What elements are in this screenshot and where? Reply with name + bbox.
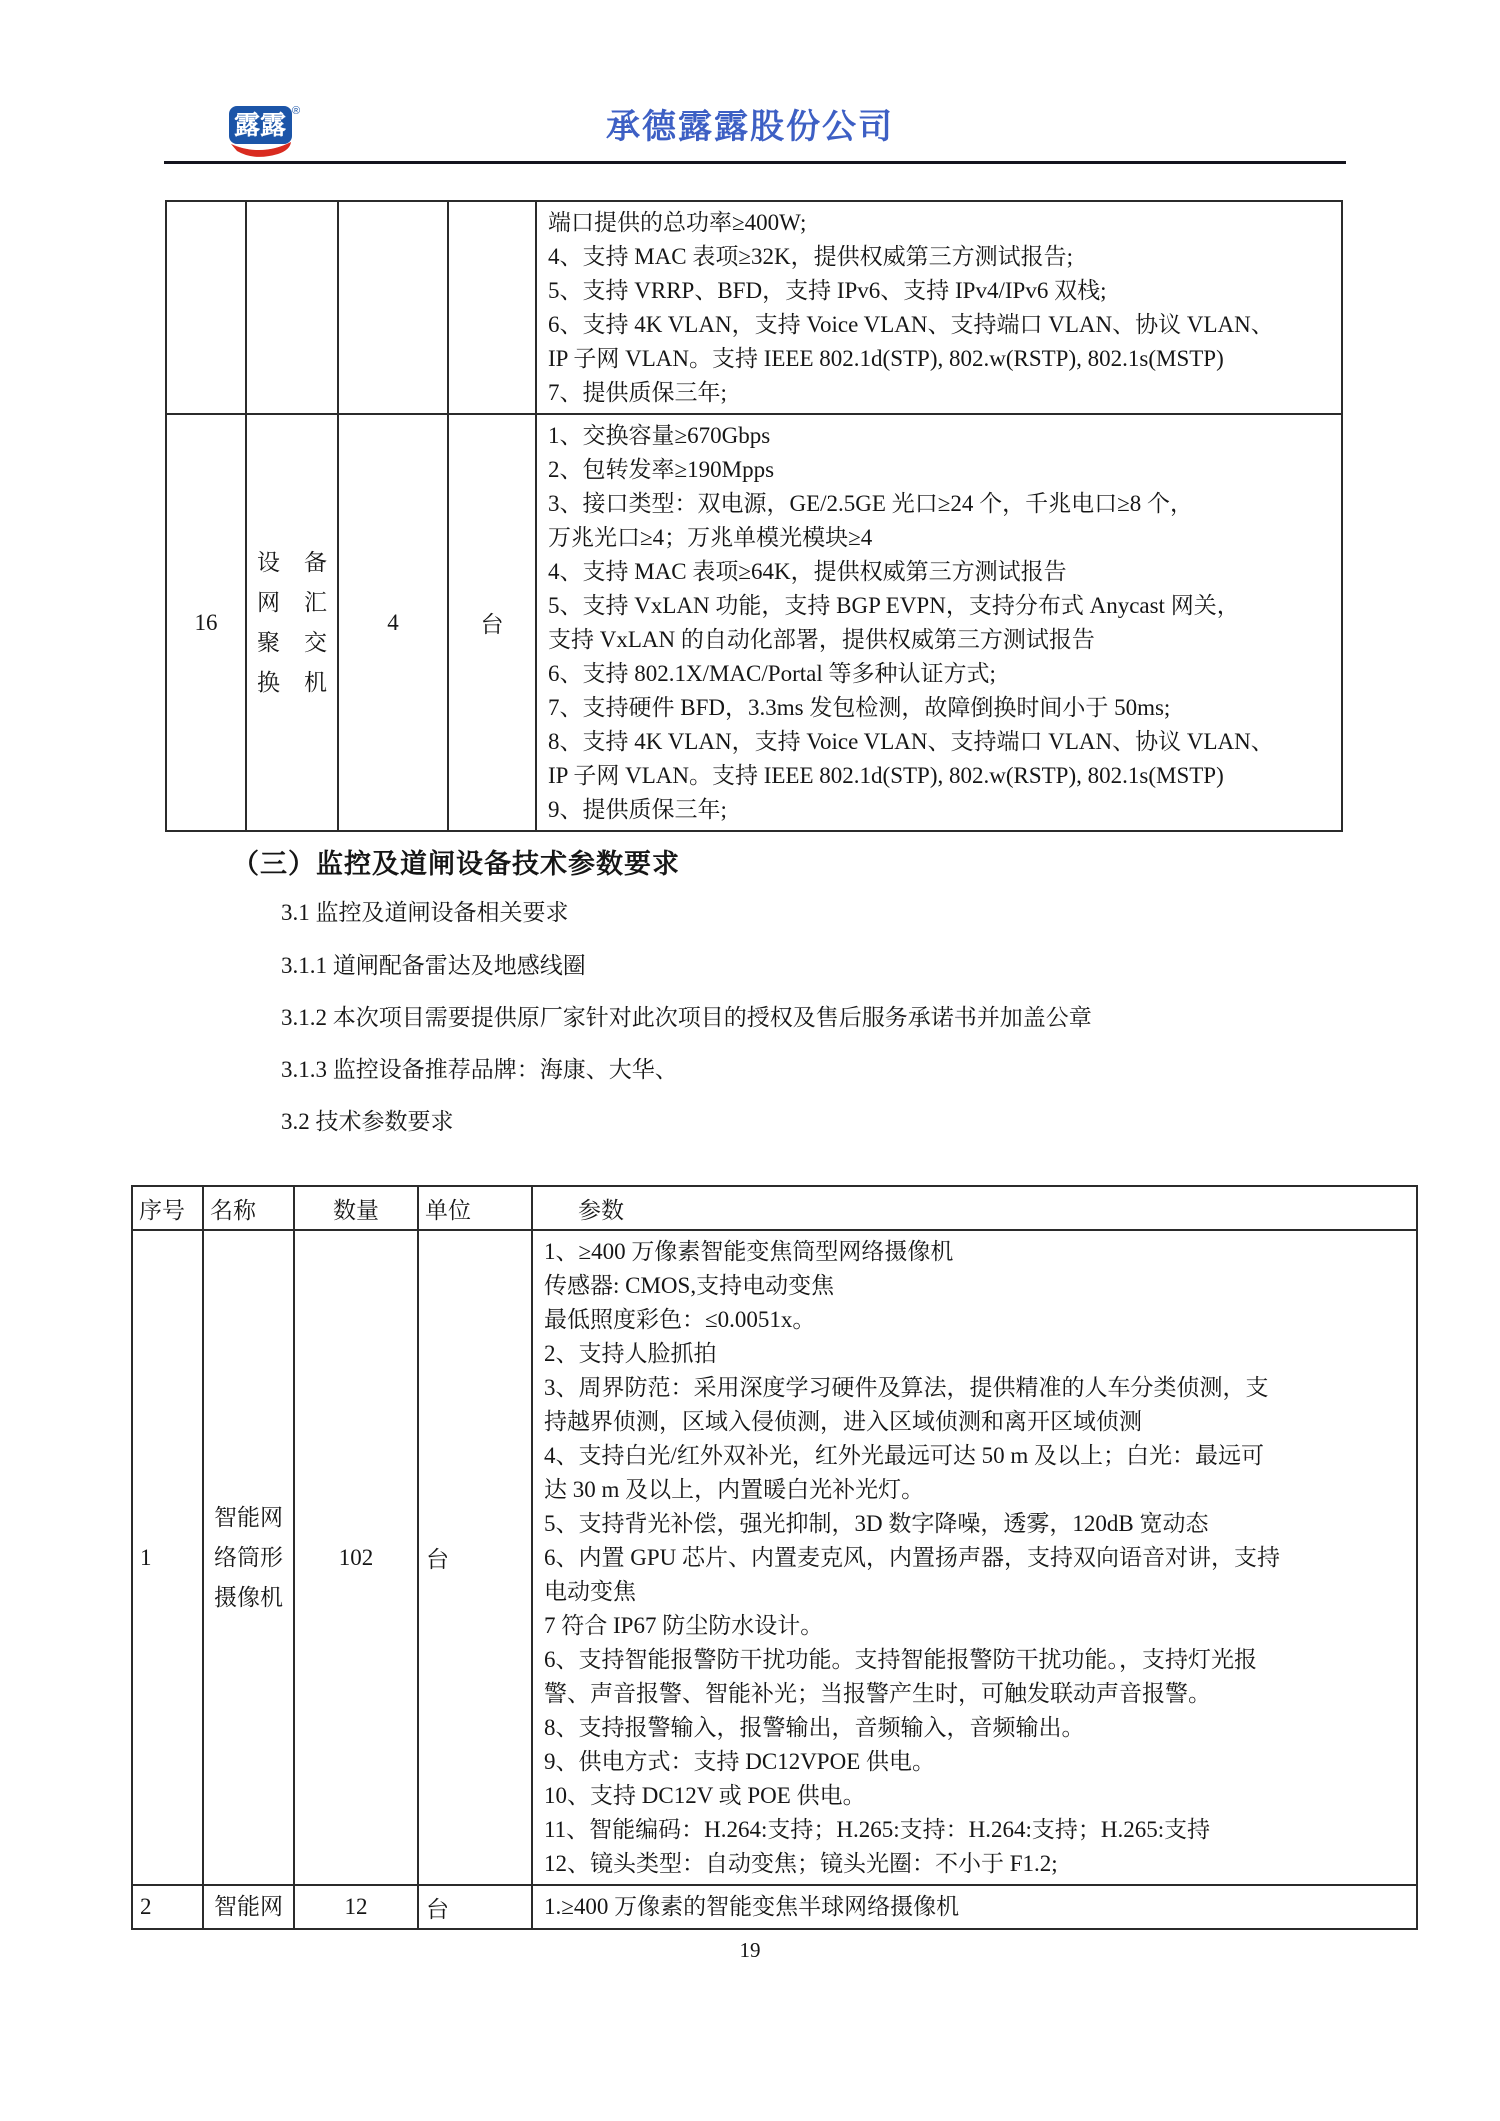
param-line: 传感器: CMOS,支持电动变焦 [544, 1273, 835, 1298]
param-line: 10、支持 DC12V 或 POE 供电。 [544, 1783, 866, 1808]
param-line: 最低照度彩色：≤0.0051x。 [544, 1307, 816, 1332]
param-line: 端口提供的总功率≥400W; [548, 210, 807, 235]
param-line: 8、支持报警输入，报警输出，音频输入，音频输出。 [544, 1715, 1085, 1740]
switch-spec-table [165, 200, 1343, 832]
page-number: 19 [739, 1938, 761, 1962]
seq-cell: 16 [166, 414, 246, 831]
param-line: IP 子网 VLAN。支持 IEEE 802.1d(STP), 802.w(RSTP), 802.1s(MSTP) [548, 763, 1224, 788]
section-item: 3.1.1 道闸配备雷达及地感线圈 [281, 953, 586, 978]
section-item: 3.1.2 本次项目需要提供原厂家针对此次项目的授权及售后服务承诺书并加盖公章 [281, 1005, 1092, 1030]
seq-cell: 1 [132, 1230, 203, 1885]
section-item: 3.1.3 监控设备推荐品牌：海康、大华、 [281, 1057, 678, 1082]
param-line: 持越界侦测，区域入侵侦测，进入区域侦测和离开区域侦测 [544, 1409, 1142, 1434]
param-line: 7、提供质保三年; [548, 380, 727, 405]
name-line: 智 能 网 [214, 1504, 283, 1530]
name-line: 络 筒 形 [214, 1544, 283, 1570]
param-line: IP 子网 VLAN。支持 IEEE 802.1d(STP), 802.w(RSTP), 802.1s(MSTP) [548, 346, 1224, 371]
param-line: 达 30 m 及以上，内置暖白光补光灯。 [544, 1477, 925, 1502]
section-heading: （三）监控及道闸设备技术参数要求 [232, 849, 680, 879]
name-line: 聚 交 [257, 629, 327, 655]
param-line: 5、支持 VRRP、BFD，支持 IPv6、支持 IPv4/IPv6 双栈; [548, 278, 1107, 303]
param-line: 8、支持 4K VLAN，支持 Voice VLAN、支持端口 VLAN、协议 VLAN、 [548, 729, 1274, 754]
param-cell [536, 414, 1342, 831]
qty-cell [338, 201, 448, 414]
param-cell [532, 1230, 1417, 1885]
table-header-row [132, 1186, 1417, 1230]
seq-cell: 2 [132, 1885, 203, 1929]
unit-cell: 台 [418, 1885, 532, 1929]
section-item: 3.1 监控及道闸设备相关要求 [281, 900, 569, 925]
table-row [166, 414, 1342, 831]
name-line: 网 汇 [257, 589, 327, 615]
switch-spec-table-wrapper [165, 200, 1343, 832]
seq-cell [166, 201, 246, 414]
param-line: 5、支持 VxLAN 功能，支持 BGP EVPN，支持分布式 Anycast 网关， [548, 593, 1240, 618]
param-line: 支持 VxLAN 的自动化部署，提供权威第三方测试报告 [548, 627, 1095, 652]
name-line: 换 机 [257, 669, 327, 695]
qty-cell: 4 [338, 414, 448, 831]
param-line: 4、支持白光/红外双补光，红外光最远可达 50 m 及以上；白光：最远可 [544, 1443, 1265, 1468]
param-line: 1、≥400 万像素智能变焦筒型网络摄像机 [544, 1239, 954, 1264]
name-line: 智 能 网 [214, 1894, 283, 1919]
param-line: 1、交换容量≥670Gbps [548, 423, 771, 448]
section-item: 3.2 技术参数要求 [281, 1109, 454, 1134]
param-line: 9、提供质保三年; [548, 797, 727, 822]
param-line: 警、声音报警、智能补光；当报警产生时，可触发联动声音报警。 [544, 1681, 1211, 1706]
param-line: 电动变焦 [544, 1579, 636, 1604]
header-qty: 数量 [294, 1186, 418, 1230]
table-row [166, 201, 1342, 414]
param-line: 11、智能编码：H.264:支持；H.265:支持：H.264:支持；H.265:支持 [544, 1817, 1211, 1842]
header-param: 参数 [532, 1186, 1417, 1230]
param-line: 9、供电方式：支持 DC12VPOE 供电。 [544, 1749, 936, 1774]
name-cell [203, 1885, 294, 1929]
param-line: 2、支持人脸抓拍 [544, 1341, 717, 1366]
param-line: 6、支持 802.1X/MAC/Portal 等多种认证方式; [548, 661, 996, 686]
unit-cell: 台 [418, 1230, 532, 1885]
header-divider [164, 161, 1346, 164]
param-line: 2、包转发率≥190Mpps [548, 457, 775, 482]
param-line: 1.≥400 万像素的智能变焦半球网络摄像机 [544, 1894, 960, 1919]
param-line: 3、周界防范：采用深度学习硬件及算法，提供精准的人车分类侦测，支 [544, 1375, 1269, 1400]
unit-cell: 台 [448, 414, 536, 831]
header-seq: 序号 [132, 1186, 203, 1230]
param-line: 万兆光口≥4；万兆单模光模块≥4 [548, 525, 873, 550]
name-cell [246, 414, 338, 831]
param-cell [532, 1885, 1417, 1929]
param-line: 6、内置 GPU 芯片、内置麦克风，内置扬声器，支持双向语音对讲，支持 [544, 1545, 1281, 1570]
camera-spec-table-wrapper [131, 1185, 1418, 1930]
table-row [132, 1885, 1417, 1929]
page-title: 承德露露股份公司 [606, 108, 894, 146]
name-line: 设 备 [257, 549, 327, 575]
qty-cell: 12 [294, 1885, 418, 1929]
param-line: 7、支持硬件 BFD，3.3ms 发包检测，故障倒换时间小于 50ms; [548, 695, 1171, 720]
param-line: 4、支持 MAC 表项≥32K，提供权威第三方测试报告; [548, 244, 1074, 269]
header-unit: 单位 [418, 1186, 532, 1230]
param-line: 6、支持智能报警防干扰功能。支持智能报警防干扰功能。，支持灯光报 [544, 1647, 1257, 1672]
name-cell [203, 1230, 294, 1885]
unit-cell [448, 201, 536, 414]
logo-text: 露露 [233, 111, 287, 140]
name-line: 摄 像 机 [214, 1584, 283, 1610]
name-cell [246, 201, 338, 414]
logo-registered-icon: ® [291, 105, 301, 117]
param-line: 4、支持 MAC 表项≥64K，提供权威第三方测试报告 [548, 559, 1067, 584]
header-name: 名称 [203, 1186, 294, 1230]
param-line: 7 符合 IP67 防尘防水设计。 [544, 1613, 824, 1638]
qty-cell: 102 [294, 1230, 418, 1885]
param-line: 5、支持背光补偿，强光抑制，3D 数字降噪，透雾，120dB 宽动态 [544, 1511, 1209, 1536]
camera-spec-table [131, 1185, 1418, 1930]
param-cell [536, 201, 1342, 414]
param-line: 12、镜头类型：自动变焦；镜头光圈：不小于 F1.2; [544, 1851, 1058, 1876]
table-row [132, 1230, 1417, 1885]
param-line: 6、支持 4K VLAN，支持 Voice VLAN、支持端口 VLAN、协议 VLAN、 [548, 312, 1274, 337]
param-line: 3、接口类型：双电源，GE/2.5GE 光口≥24 个，千兆电口≥8 个， [548, 491, 1193, 516]
